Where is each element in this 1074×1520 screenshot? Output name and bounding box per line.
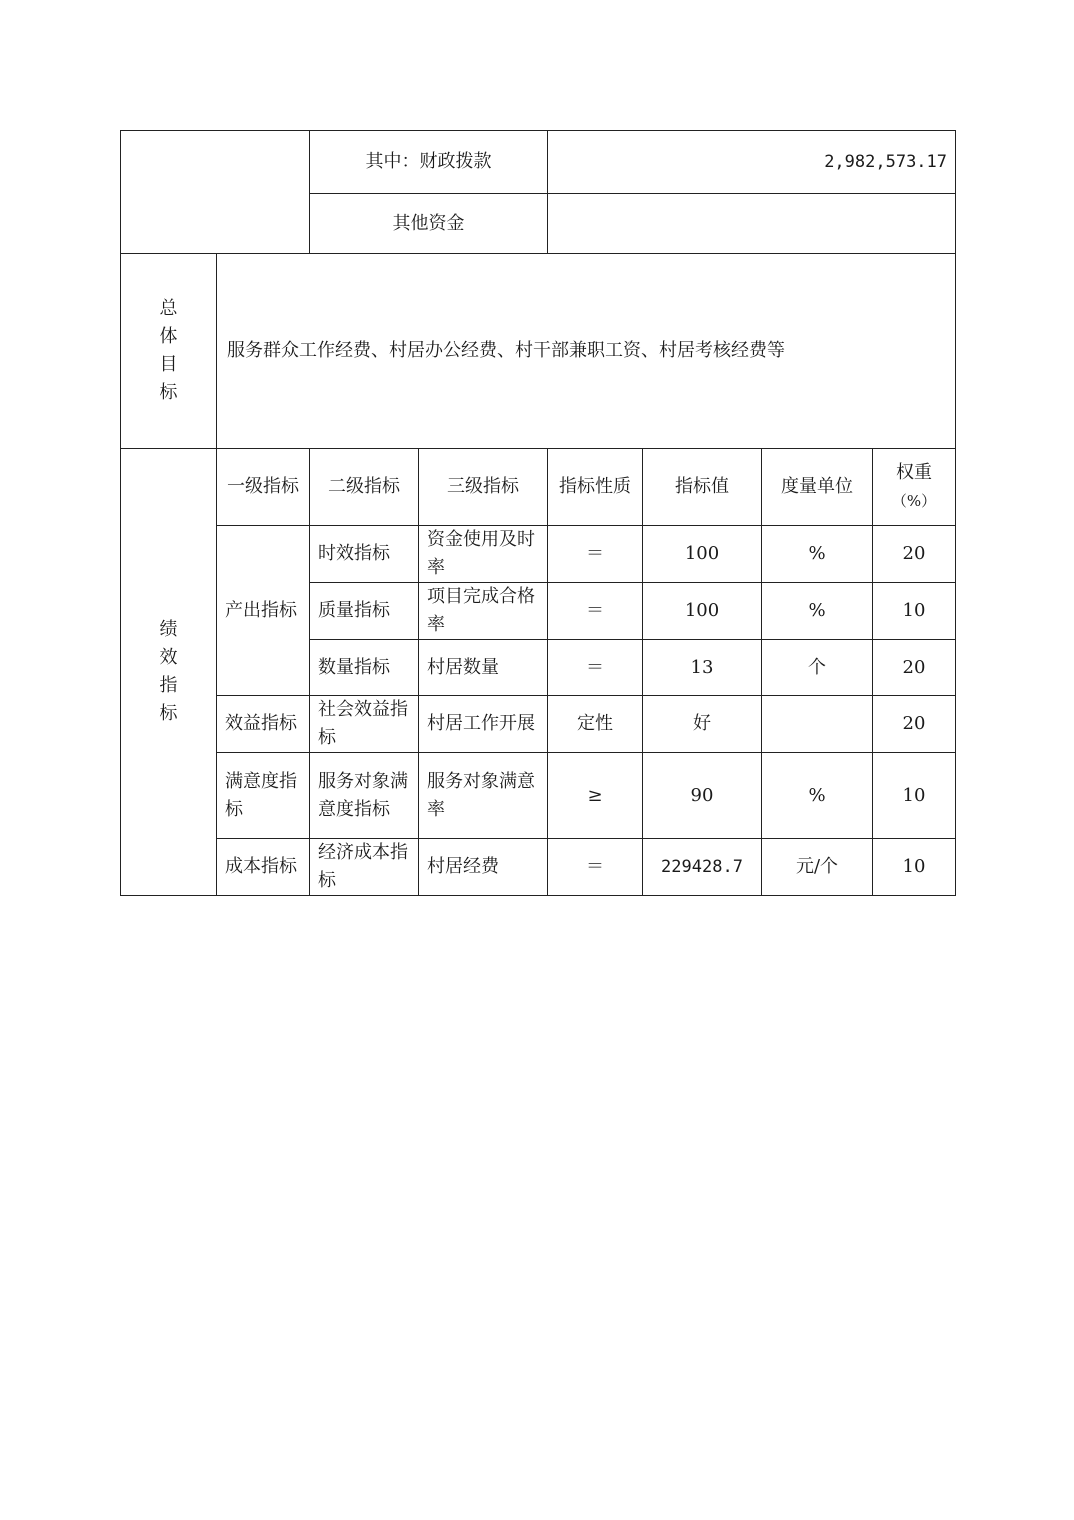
unit-cell: % (762, 526, 873, 583)
goal-label: 总 体 目 标 (121, 254, 217, 449)
unit-cell: % (762, 753, 873, 839)
level2-cell: 时效指标 (310, 526, 419, 583)
unit-cell: % (762, 583, 873, 640)
level1-cell: 满意度指标 (217, 753, 310, 839)
level2-cell: 经济成本指标 (310, 839, 419, 896)
level1-cell: 产出指标 (217, 526, 310, 696)
funding-blank-cell (121, 131, 310, 254)
weight-cell: 10 (873, 839, 956, 896)
nature-cell: 定性 (548, 696, 643, 753)
level3-cell: 村居工作开展 (419, 696, 548, 753)
header-value: 指标值 (643, 449, 762, 526)
other-funding-label: 其他资金 (310, 194, 548, 254)
level1-cell: 成本指标 (217, 839, 310, 896)
unit-cell (762, 696, 873, 753)
table-row (121, 753, 956, 839)
header-level2: 二级指标 (310, 449, 419, 526)
level2-cell: 数量指标 (310, 640, 419, 696)
table-row (121, 526, 956, 583)
header-level3: 三级指标 (419, 449, 548, 526)
header-nature: 指标性质 (548, 449, 643, 526)
value-cell: 13 (643, 640, 762, 696)
funding-row-fiscal (121, 131, 956, 194)
weight-cell: 20 (873, 526, 956, 583)
header-unit: 度量单位 (762, 449, 873, 526)
weight-cell: 20 (873, 696, 956, 753)
unit-cell: 个 (762, 640, 873, 696)
level1-cell: 效益指标 (217, 696, 310, 753)
performance-target-table (120, 130, 956, 896)
table-row (121, 839, 956, 896)
performance-label: 绩 效 指 标 (121, 449, 217, 896)
nature-cell: ＝ (548, 526, 643, 583)
nature-cell: ＝ (548, 839, 643, 896)
other-funding-value (548, 194, 956, 254)
goal-text: 服务群众工作经费、村居办公经费、村干部兼职工资、村居考核经费等 (217, 254, 956, 449)
weight-cell: 10 (873, 753, 956, 839)
goal-row (121, 254, 956, 449)
value-cell: 100 (643, 526, 762, 583)
nature-cell: ≥ (548, 753, 643, 839)
value-cell: 好 (643, 696, 762, 753)
weight-cell: 10 (873, 583, 956, 640)
table-row (121, 696, 956, 753)
fiscal-funding-value: 2,982,573.17 (548, 131, 956, 194)
value-cell: 229428.7 (643, 839, 762, 896)
level2-cell: 服务对象满意度指标 (310, 753, 419, 839)
value-cell: 90 (643, 753, 762, 839)
level3-cell: 项目完成合格率 (419, 583, 548, 640)
fiscal-funding-label: 其中：财政拨款 (310, 131, 548, 194)
nature-cell: ＝ (548, 640, 643, 696)
header-weight: 权重 （%） (873, 449, 956, 526)
performance-header-row (121, 449, 956, 526)
nature-cell: ＝ (548, 583, 643, 640)
value-cell: 100 (643, 583, 762, 640)
unit-cell: 元/个 (762, 839, 873, 896)
header-level1: 一级指标 (217, 449, 310, 526)
level2-cell: 质量指标 (310, 583, 419, 640)
level3-cell: 村居数量 (419, 640, 548, 696)
level3-cell: 资金使用及时率 (419, 526, 548, 583)
level2-cell: 社会效益指标 (310, 696, 419, 753)
weight-cell: 20 (873, 640, 956, 696)
level3-cell: 村居经费 (419, 839, 548, 896)
level3-cell: 服务对象满意率 (419, 753, 548, 839)
